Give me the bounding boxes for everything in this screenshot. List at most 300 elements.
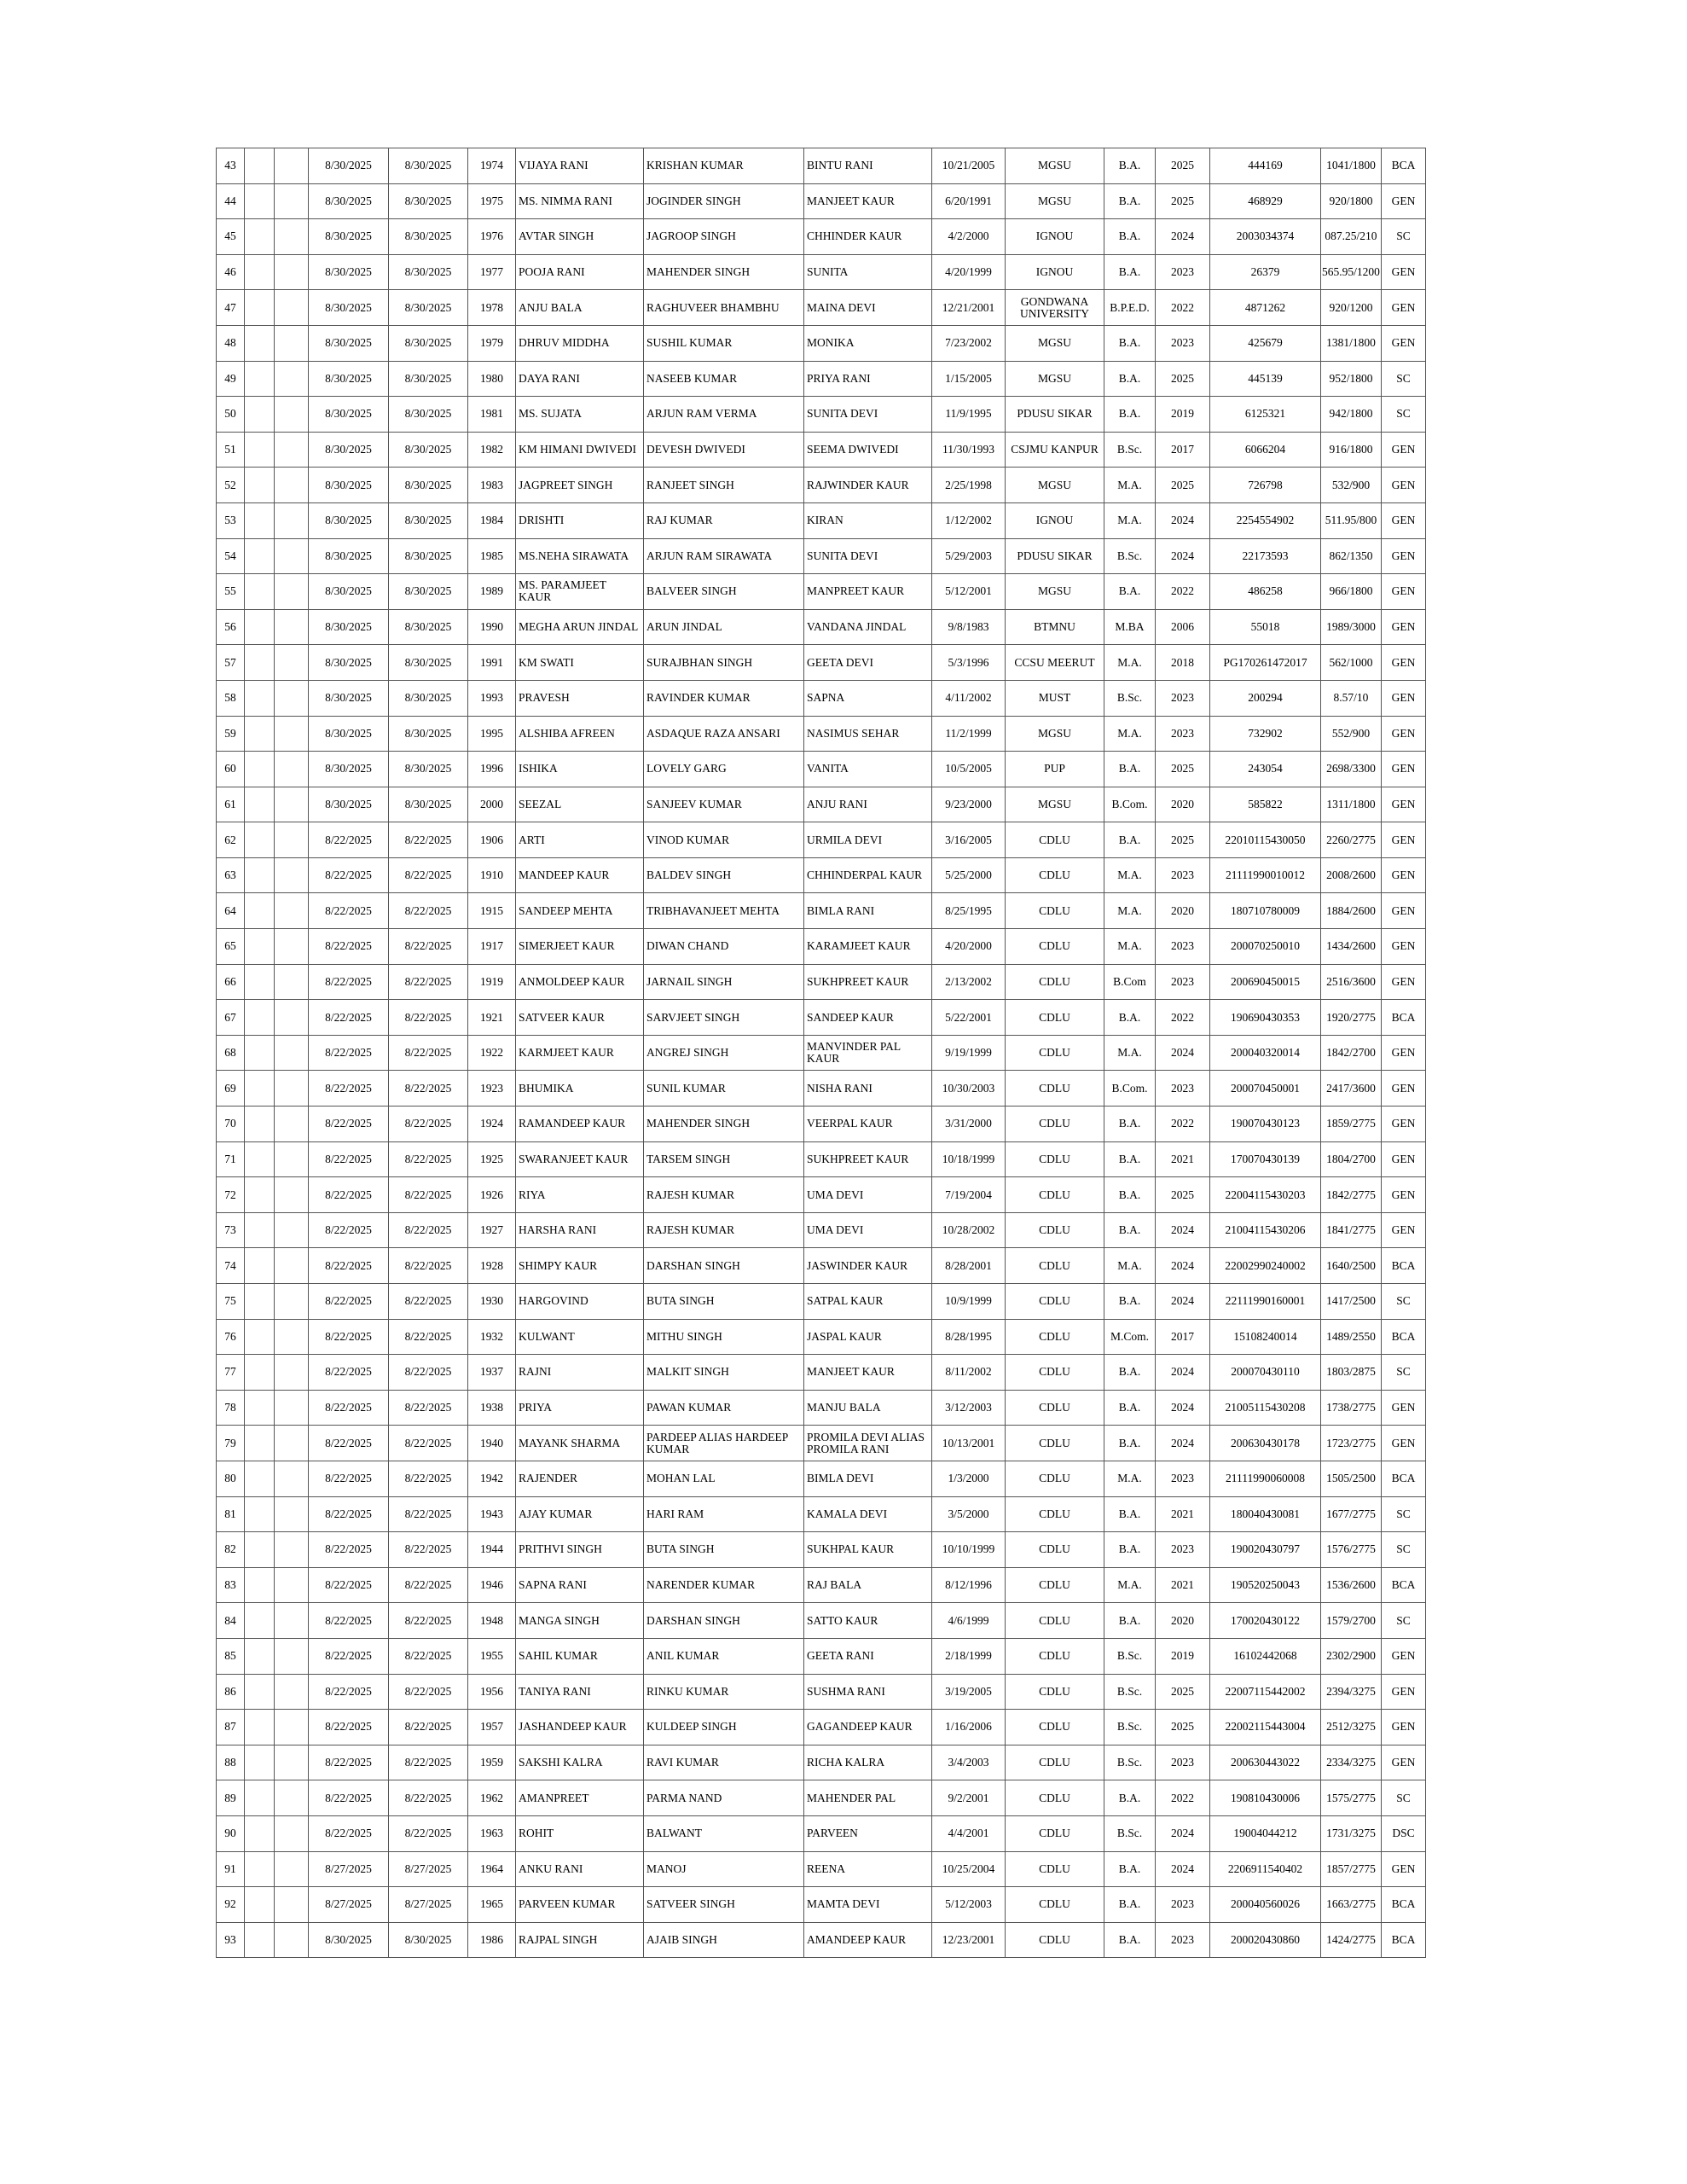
cell-university: CDLU [1006, 1887, 1104, 1923]
cell-application-no: 1955 [468, 1638, 516, 1674]
cell-marks: 562/1000 [1321, 645, 1382, 681]
cell-marks: 966/1800 [1321, 574, 1382, 610]
cell-mother-name: REENA [804, 1851, 932, 1887]
cell-blank-col-2 [275, 1567, 309, 1603]
cell-mother-name: MANJEET KAUR [804, 1355, 932, 1391]
cell-blank-col-2 [275, 1815, 309, 1851]
cell-degree: B.A. [1104, 1922, 1156, 1958]
cell-marks: 1677/2775 [1321, 1496, 1382, 1532]
cell-blank-col-1 [245, 1496, 275, 1532]
cell-candidate-name: RAJENDER [516, 1461, 644, 1496]
cell-blank-col-1 [245, 1000, 275, 1036]
cell-mother-name: VANITA [804, 752, 932, 787]
table-row [217, 1745, 1426, 1780]
cell-date-2: 8/22/2025 [389, 822, 468, 858]
cell-serial-no: 48 [217, 325, 245, 361]
cell-passing-year: 2023 [1156, 964, 1210, 1000]
cell-passing-year: 2024 [1156, 1851, 1210, 1887]
cell-date-1: 8/30/2025 [309, 787, 389, 822]
cell-date-of-birth: 8/28/2001 [932, 1248, 1006, 1284]
cell-blank-col-1 [245, 148, 275, 184]
cell-mother-name: CHHINDER KAUR [804, 219, 932, 255]
cell-candidate-name: AJAY KUMAR [516, 1496, 644, 1532]
cell-application-no: 1910 [468, 857, 516, 893]
cell-candidate-name: AVTAR SINGH [516, 219, 644, 255]
cell-roll-no: 200070450001 [1210, 1071, 1321, 1107]
cell-date-1: 8/22/2025 [309, 1461, 389, 1496]
cell-father-name: DARSHAN SINGH [644, 1248, 804, 1284]
cell-mother-name: SATTO KAUR [804, 1603, 932, 1639]
cell-mother-name: SUKHPAL KAUR [804, 1532, 932, 1568]
cell-date-1: 8/30/2025 [309, 609, 389, 645]
cell-mother-name: UMA DEVI [804, 1212, 932, 1248]
cell-marks: 2698/3300 [1321, 752, 1382, 787]
cell-date-of-birth: 9/23/2000 [932, 787, 1006, 822]
cell-degree: B.A. [1104, 1000, 1156, 1036]
cell-date-2: 8/22/2025 [389, 929, 468, 965]
cell-category: SC [1382, 219, 1426, 255]
cell-father-name: MANOJ [644, 1851, 804, 1887]
cell-roll-no: 22173593 [1210, 538, 1321, 574]
cell-date-of-birth: 3/19/2005 [932, 1674, 1006, 1710]
cell-passing-year: 2023 [1156, 325, 1210, 361]
cell-date-of-birth: 8/12/1996 [932, 1567, 1006, 1603]
cell-date-1: 8/22/2025 [309, 1390, 389, 1426]
cell-father-name: RAGHUVEER BHAMBHU [644, 290, 804, 326]
cell-candidate-name: BHUMIKA [516, 1071, 644, 1107]
cell-blank-col-1 [245, 787, 275, 822]
cell-serial-no: 46 [217, 254, 245, 290]
cell-university: CDLU [1006, 929, 1104, 965]
cell-university: PDUSU SIKAR [1006, 538, 1104, 574]
cell-roll-no: 200294 [1210, 680, 1321, 716]
cell-category: BCA [1382, 1887, 1426, 1923]
cell-date-of-birth: 8/28/1995 [932, 1319, 1006, 1355]
cell-university: CDLU [1006, 1674, 1104, 1710]
cell-university: CDLU [1006, 1390, 1104, 1426]
cell-father-name: MITHU SINGH [644, 1319, 804, 1355]
cell-application-no: 1948 [468, 1603, 516, 1639]
cell-candidate-name: RAJNI [516, 1355, 644, 1391]
cell-roll-no: 445139 [1210, 361, 1321, 397]
cell-date-1: 8/22/2025 [309, 893, 389, 929]
table-row [217, 1107, 1426, 1142]
cell-blank-col-1 [245, 893, 275, 929]
cell-passing-year: 2025 [1156, 1177, 1210, 1213]
cell-application-no: 1943 [468, 1496, 516, 1532]
cell-passing-year: 2024 [1156, 538, 1210, 574]
cell-university: CDLU [1006, 857, 1104, 893]
cell-category: SC [1382, 1532, 1426, 1568]
cell-serial-no: 83 [217, 1567, 245, 1603]
cell-date-1: 8/22/2025 [309, 964, 389, 1000]
cell-roll-no: 180040430081 [1210, 1496, 1321, 1532]
cell-marks: 1505/2500 [1321, 1461, 1382, 1496]
cell-date-1: 8/30/2025 [309, 148, 389, 184]
cell-blank-col-1 [245, 1922, 275, 1958]
cell-marks: 2008/2600 [1321, 857, 1382, 893]
cell-blank-col-1 [245, 1426, 275, 1461]
cell-father-name: SARVJEET SINGH [644, 1000, 804, 1036]
cell-father-name: ARJUN RAM VERMA [644, 397, 804, 433]
cell-date-2: 8/30/2025 [389, 609, 468, 645]
cell-candidate-name: SAPNA RANI [516, 1567, 644, 1603]
cell-father-name: ANIL KUMAR [644, 1638, 804, 1674]
cell-application-no: 1983 [468, 468, 516, 503]
cell-date-1: 8/30/2025 [309, 432, 389, 468]
cell-application-no: 1995 [468, 716, 516, 752]
cell-candidate-name: ROHIT [516, 1815, 644, 1851]
cell-mother-name: SUNITA DEVI [804, 397, 932, 433]
cell-date-of-birth: 11/2/1999 [932, 716, 1006, 752]
cell-passing-year: 2020 [1156, 893, 1210, 929]
cell-passing-year: 2021 [1156, 1141, 1210, 1177]
cell-date-1: 8/22/2025 [309, 1212, 389, 1248]
cell-marks: 1841/2775 [1321, 1212, 1382, 1248]
cell-application-no: 1917 [468, 929, 516, 965]
cell-father-name: AJAIB SINGH [644, 1922, 804, 1958]
cell-father-name: PARDEEP ALIAS HARDEEP KUMAR [644, 1426, 804, 1461]
cell-father-name: DARSHAN SINGH [644, 1603, 804, 1639]
cell-mother-name: BIMLA DEVI [804, 1461, 932, 1496]
cell-date-1: 8/22/2025 [309, 1248, 389, 1284]
cell-roll-no: PG170261472017 [1210, 645, 1321, 681]
cell-serial-no: 44 [217, 183, 245, 219]
cell-mother-name: NASIMUS SEHAR [804, 716, 932, 752]
cell-date-2: 8/22/2025 [389, 1319, 468, 1355]
cell-date-1: 8/22/2025 [309, 1355, 389, 1391]
cell-date-of-birth: 9/19/1999 [932, 1035, 1006, 1071]
cell-passing-year: 2023 [1156, 1887, 1210, 1923]
cell-date-of-birth: 5/3/1996 [932, 645, 1006, 681]
cell-roll-no: 22111990160001 [1210, 1284, 1321, 1320]
cell-mother-name: URMILA DEVI [804, 822, 932, 858]
cell-blank-col-2 [275, 1496, 309, 1532]
cell-date-2: 8/22/2025 [389, 1496, 468, 1532]
cell-blank-col-2 [275, 1212, 309, 1248]
cell-father-name: VINOD KUMAR [644, 822, 804, 858]
cell-blank-col-2 [275, 1284, 309, 1320]
cell-serial-no: 80 [217, 1461, 245, 1496]
cell-blank-col-2 [275, 857, 309, 893]
cell-roll-no: 425679 [1210, 325, 1321, 361]
cell-blank-col-2 [275, 1426, 309, 1461]
cell-university: CDLU [1006, 822, 1104, 858]
cell-category: GEN [1382, 502, 1426, 538]
cell-university: CDLU [1006, 1000, 1104, 1036]
cell-blank-col-1 [245, 254, 275, 290]
cell-serial-no: 72 [217, 1177, 245, 1213]
cell-passing-year: 2025 [1156, 1710, 1210, 1745]
cell-father-name: ARJUN RAM SIRAWATA [644, 538, 804, 574]
cell-date-1: 8/22/2025 [309, 857, 389, 893]
cell-roll-no: 200070430110 [1210, 1355, 1321, 1391]
cell-date-of-birth: 5/22/2001 [932, 1000, 1006, 1036]
table-row [217, 502, 1426, 538]
cell-date-2: 8/30/2025 [389, 680, 468, 716]
cell-serial-no: 62 [217, 822, 245, 858]
cell-father-name: BALDEV SINGH [644, 857, 804, 893]
cell-date-1: 8/22/2025 [309, 1071, 389, 1107]
cell-date-2: 8/22/2025 [389, 1461, 468, 1496]
cell-degree: B.Com. [1104, 787, 1156, 822]
cell-father-name: PAWAN KUMAR [644, 1390, 804, 1426]
cell-degree: B.A. [1104, 1532, 1156, 1568]
cell-roll-no: 2003034374 [1210, 219, 1321, 255]
cell-marks: 920/1800 [1321, 183, 1382, 219]
cell-serial-no: 60 [217, 752, 245, 787]
cell-date-of-birth: 10/5/2005 [932, 752, 1006, 787]
cell-application-no: 1940 [468, 1426, 516, 1461]
cell-roll-no: 190520250043 [1210, 1567, 1321, 1603]
table-row [217, 183, 1426, 219]
cell-roll-no: 170070430139 [1210, 1141, 1321, 1177]
cell-marks: 2516/3600 [1321, 964, 1382, 1000]
records-table-body [217, 148, 1426, 1958]
cell-passing-year: 2022 [1156, 290, 1210, 326]
cell-date-of-birth: 10/10/1999 [932, 1532, 1006, 1568]
cell-father-name: DEVESH DWIVEDI [644, 432, 804, 468]
cell-application-no: 1985 [468, 538, 516, 574]
cell-blank-col-1 [245, 716, 275, 752]
cell-university: CDLU [1006, 1532, 1104, 1568]
cell-blank-col-2 [275, 290, 309, 326]
cell-mother-name: JASWINDER KAUR [804, 1248, 932, 1284]
cell-degree: B.A. [1104, 1887, 1156, 1923]
cell-category: DSC [1382, 1815, 1426, 1851]
cell-serial-no: 81 [217, 1496, 245, 1532]
cell-category: GEN [1382, 254, 1426, 290]
cell-mother-name: BINTU RANI [804, 148, 932, 184]
cell-father-name: SUNIL KUMAR [644, 1071, 804, 1107]
cell-serial-no: 89 [217, 1780, 245, 1816]
cell-mother-name: SEEMA DWIVEDI [804, 432, 932, 468]
cell-passing-year: 2019 [1156, 1638, 1210, 1674]
cell-mother-name: PROMILA DEVI ALIAS PROMILA RANI [804, 1426, 932, 1461]
cell-candidate-name: SANDEEP MEHTA [516, 893, 644, 929]
cell-candidate-name: KM HIMANI DWIVEDI [516, 432, 644, 468]
cell-mother-name: MANJU BALA [804, 1390, 932, 1426]
cell-serial-no: 52 [217, 468, 245, 503]
cell-category: GEN [1382, 929, 1426, 965]
cell-serial-no: 87 [217, 1710, 245, 1745]
cell-degree: B.Com. [1104, 1071, 1156, 1107]
cell-date-2: 8/22/2025 [389, 1745, 468, 1780]
cell-marks: 1041/1800 [1321, 148, 1382, 184]
cell-passing-year: 2025 [1156, 752, 1210, 787]
cell-blank-col-2 [275, 1177, 309, 1213]
cell-date-1: 8/22/2025 [309, 929, 389, 965]
cell-serial-no: 88 [217, 1745, 245, 1780]
cell-serial-no: 92 [217, 1887, 245, 1923]
table-row [217, 1674, 1426, 1710]
cell-marks: 511.95/800 [1321, 502, 1382, 538]
cell-blank-col-1 [245, 538, 275, 574]
cell-father-name: ARUN JINDAL [644, 609, 804, 645]
cell-roll-no: 190020430797 [1210, 1532, 1321, 1568]
cell-blank-col-2 [275, 219, 309, 255]
cell-father-name: RAVI KUMAR [644, 1745, 804, 1780]
cell-roll-no: 26379 [1210, 254, 1321, 290]
cell-candidate-name: MAYANK SHARMA [516, 1426, 644, 1461]
cell-passing-year: 2006 [1156, 609, 1210, 645]
cell-candidate-name: PARVEEN KUMAR [516, 1887, 644, 1923]
cell-category: GEN [1382, 964, 1426, 1000]
cell-father-name: BALWANT [644, 1815, 804, 1851]
cell-blank-col-1 [245, 609, 275, 645]
cell-mother-name: SUNITA DEVI [804, 538, 932, 574]
cell-mother-name: SAPNA [804, 680, 932, 716]
cell-roll-no: 243054 [1210, 752, 1321, 787]
cell-roll-no: 444169 [1210, 148, 1321, 184]
cell-blank-col-1 [245, 1887, 275, 1923]
cell-roll-no: 22002990240002 [1210, 1248, 1321, 1284]
cell-date-of-birth: 7/19/2004 [932, 1177, 1006, 1213]
cell-passing-year: 2019 [1156, 397, 1210, 433]
cell-passing-year: 2023 [1156, 254, 1210, 290]
cell-application-no: 1925 [468, 1141, 516, 1177]
cell-marks: 087.25/210 [1321, 219, 1382, 255]
table-row [217, 893, 1426, 929]
cell-degree: B.P.E.D. [1104, 290, 1156, 326]
cell-mother-name: NISHA RANI [804, 1071, 932, 1107]
cell-date-2: 8/30/2025 [389, 325, 468, 361]
cell-date-1: 8/30/2025 [309, 254, 389, 290]
cell-date-2: 8/30/2025 [389, 716, 468, 752]
cell-father-name: SATVEER SINGH [644, 1887, 804, 1923]
cell-roll-no: 4871262 [1210, 290, 1321, 326]
cell-date-of-birth: 10/25/2004 [932, 1851, 1006, 1887]
cell-university: MGSU [1006, 716, 1104, 752]
cell-degree: B.Sc. [1104, 1745, 1156, 1780]
cell-mother-name: SUNITA [804, 254, 932, 290]
cell-marks: 1311/1800 [1321, 787, 1382, 822]
cell-university: CCSU MEERUT [1006, 645, 1104, 681]
cell-date-1: 8/30/2025 [309, 502, 389, 538]
cell-candidate-name: PRIYA [516, 1390, 644, 1426]
cell-date-2: 8/30/2025 [389, 148, 468, 184]
cell-blank-col-1 [245, 1674, 275, 1710]
table-row [217, 787, 1426, 822]
cell-serial-no: 75 [217, 1284, 245, 1320]
cell-university: GONDWANA UNIVERSITY [1006, 290, 1104, 326]
cell-application-no: 1959 [468, 1745, 516, 1780]
cell-category: GEN [1382, 752, 1426, 787]
cell-university: CDLU [1006, 1851, 1104, 1887]
cell-passing-year: 2018 [1156, 645, 1210, 681]
cell-father-name: BUTA SINGH [644, 1532, 804, 1568]
cell-date-1: 8/27/2025 [309, 1887, 389, 1923]
cell-candidate-name: ISHIKA [516, 752, 644, 787]
cell-date-2: 8/22/2025 [389, 1390, 468, 1426]
cell-passing-year: 2023 [1156, 680, 1210, 716]
cell-mother-name: MAHENDER PAL [804, 1780, 932, 1816]
table-row [217, 1071, 1426, 1107]
cell-date-of-birth: 1/3/2000 [932, 1461, 1006, 1496]
table-row [217, 1426, 1426, 1461]
table-row [217, 1638, 1426, 1674]
cell-application-no: 1946 [468, 1567, 516, 1603]
cell-date-of-birth: 1/12/2002 [932, 502, 1006, 538]
cell-date-of-birth: 11/30/1993 [932, 432, 1006, 468]
table-row [217, 432, 1426, 468]
cell-serial-no: 77 [217, 1355, 245, 1391]
table-row [217, 1248, 1426, 1284]
cell-father-name: RAJ KUMAR [644, 502, 804, 538]
cell-father-name: SURAJBHAN SINGH [644, 645, 804, 681]
cell-application-no: 1977 [468, 254, 516, 290]
cell-blank-col-2 [275, 1141, 309, 1177]
cell-mother-name: MANJEET KAUR [804, 183, 932, 219]
cell-date-1: 8/22/2025 [309, 1710, 389, 1745]
cell-blank-col-1 [245, 964, 275, 1000]
cell-date-1: 8/30/2025 [309, 574, 389, 610]
cell-category: GEN [1382, 716, 1426, 752]
cell-marks: 1920/2775 [1321, 1000, 1382, 1036]
cell-blank-col-1 [245, 1107, 275, 1142]
cell-category: GEN [1382, 183, 1426, 219]
cell-university: CDLU [1006, 1284, 1104, 1320]
cell-serial-no: 76 [217, 1319, 245, 1355]
cell-passing-year: 2021 [1156, 1496, 1210, 1532]
cell-marks: 1663/2775 [1321, 1887, 1382, 1923]
cell-degree: B.Sc. [1104, 1815, 1156, 1851]
cell-university: CDLU [1006, 1212, 1104, 1248]
cell-category: BCA [1382, 1248, 1426, 1284]
cell-passing-year: 2020 [1156, 787, 1210, 822]
cell-category: GEN [1382, 574, 1426, 610]
cell-date-1: 8/22/2025 [309, 1107, 389, 1142]
cell-category: SC [1382, 361, 1426, 397]
cell-application-no: 1989 [468, 574, 516, 610]
cell-degree: M.BA [1104, 609, 1156, 645]
cell-blank-col-1 [245, 1035, 275, 1071]
cell-category: GEN [1382, 1426, 1426, 1461]
cell-passing-year: 2025 [1156, 148, 1210, 184]
cell-category: GEN [1382, 857, 1426, 893]
cell-roll-no: 21004115430206 [1210, 1212, 1321, 1248]
cell-date-1: 8/27/2025 [309, 1851, 389, 1887]
cell-mother-name: AMANDEEP KAUR [804, 1922, 932, 1958]
cell-candidate-name: JASHANDEEP KAUR [516, 1710, 644, 1745]
cell-application-no: 1930 [468, 1284, 516, 1320]
cell-category: GEN [1382, 1638, 1426, 1674]
cell-candidate-name: ANJU BALA [516, 290, 644, 326]
cell-roll-no: 585822 [1210, 787, 1321, 822]
cell-serial-no: 78 [217, 1390, 245, 1426]
table-row [217, 219, 1426, 255]
cell-father-name: JAGROOP SINGH [644, 219, 804, 255]
cell-university: CDLU [1006, 1638, 1104, 1674]
cell-degree: B.A. [1104, 1355, 1156, 1391]
cell-marks: 2512/3275 [1321, 1710, 1382, 1745]
cell-category: BCA [1382, 148, 1426, 184]
cell-serial-no: 50 [217, 397, 245, 433]
cell-degree: M.A. [1104, 857, 1156, 893]
cell-blank-col-1 [245, 1780, 275, 1816]
cell-candidate-name: MS.NEHA SIRAWATA [516, 538, 644, 574]
cell-candidate-name: HARSHA RANI [516, 1212, 644, 1248]
cell-degree: B.A. [1104, 1177, 1156, 1213]
cell-passing-year: 2025 [1156, 468, 1210, 503]
cell-degree: M.A. [1104, 716, 1156, 752]
cell-date-of-birth: 2/18/1999 [932, 1638, 1006, 1674]
cell-passing-year: 2023 [1156, 1461, 1210, 1496]
cell-roll-no: 486258 [1210, 574, 1321, 610]
cell-mother-name: RAJWINDER KAUR [804, 468, 932, 503]
table-row [217, 1284, 1426, 1320]
cell-category: GEN [1382, 1107, 1426, 1142]
